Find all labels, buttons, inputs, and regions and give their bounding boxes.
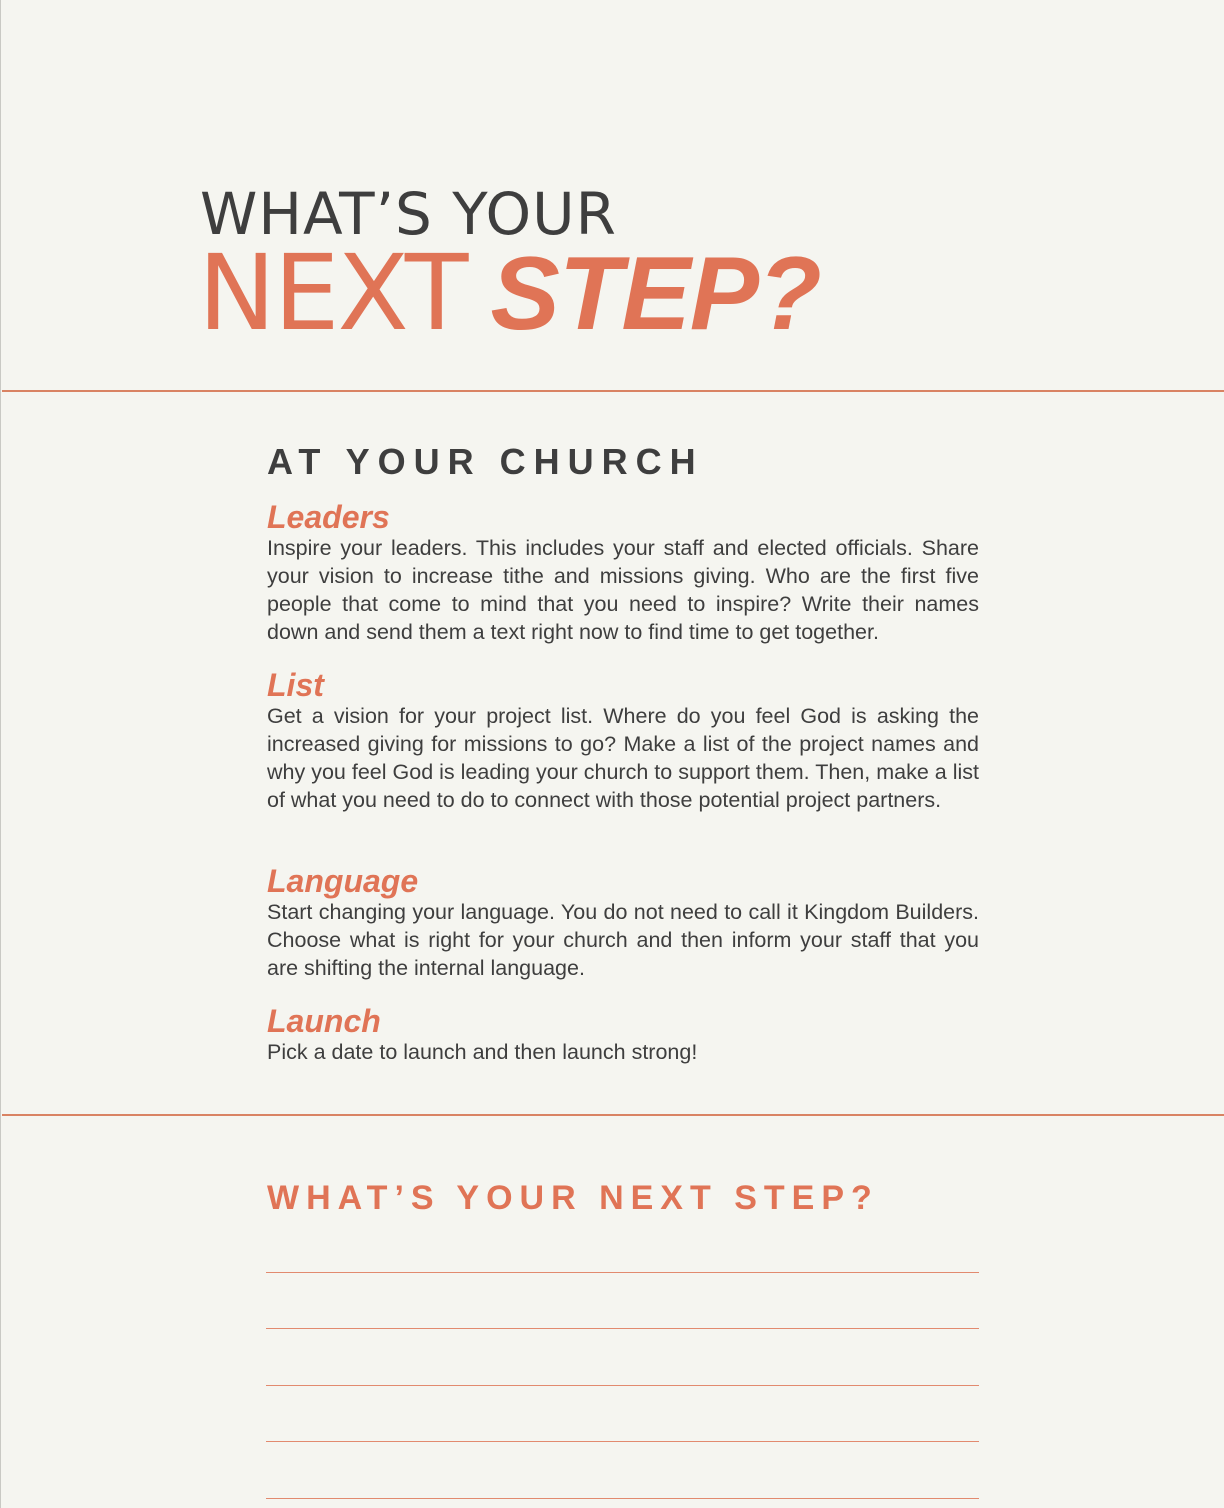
page-edge xyxy=(0,0,1,1508)
title-line-2 xyxy=(198,232,821,354)
item-launch xyxy=(267,1004,979,1066)
next-step-heading: WHAT’S YOUR NEXT STEP? xyxy=(267,1179,879,1217)
writing-line[interactable] xyxy=(266,1328,979,1329)
item-list xyxy=(267,668,979,814)
item-body: Inspire your leaders. This includes your staff and elected officials. Share your vision to increase tithe and missions giving. Who are the first five people that come to mind that you need to inspire? Write their names down and send them a text right now to find time to get together. xyxy=(267,536,979,644)
item-title: List xyxy=(267,667,324,703)
item-body: Start changing your language. You do not need to call it Kingdom Builders. Choose what is right for your church and then inform your staff that you are shifting the internal language. xyxy=(267,900,979,980)
title-line-1: WHAT’S YOUR xyxy=(200,180,617,248)
item-leaders xyxy=(267,500,979,646)
writing-line[interactable] xyxy=(266,1498,979,1499)
item-title: Language xyxy=(267,863,419,899)
item-title: Launch xyxy=(267,1003,381,1039)
writing-line[interactable] xyxy=(266,1441,979,1442)
section-heading: AT YOUR CHURCH xyxy=(267,441,704,482)
writing-line[interactable] xyxy=(266,1385,979,1386)
item-body: Pick a date to launch and then launch strong! xyxy=(267,1040,698,1064)
divider-top xyxy=(2,390,1224,392)
item-body: Get a vision for your project list. Where do you feel God is asking the increased giving for missions to go? Make a list of the project names and why you feel God is leading your church to support them. Then, make a list of what you need to do to connect with those potential project partners. xyxy=(267,704,979,812)
divider-bottom xyxy=(2,1114,1224,1116)
item-title: Leaders xyxy=(267,499,390,535)
writing-line[interactable] xyxy=(266,1272,979,1273)
item-language xyxy=(267,864,979,982)
title-next: NEXT xyxy=(198,232,467,354)
title-step: STEP? xyxy=(490,236,821,352)
